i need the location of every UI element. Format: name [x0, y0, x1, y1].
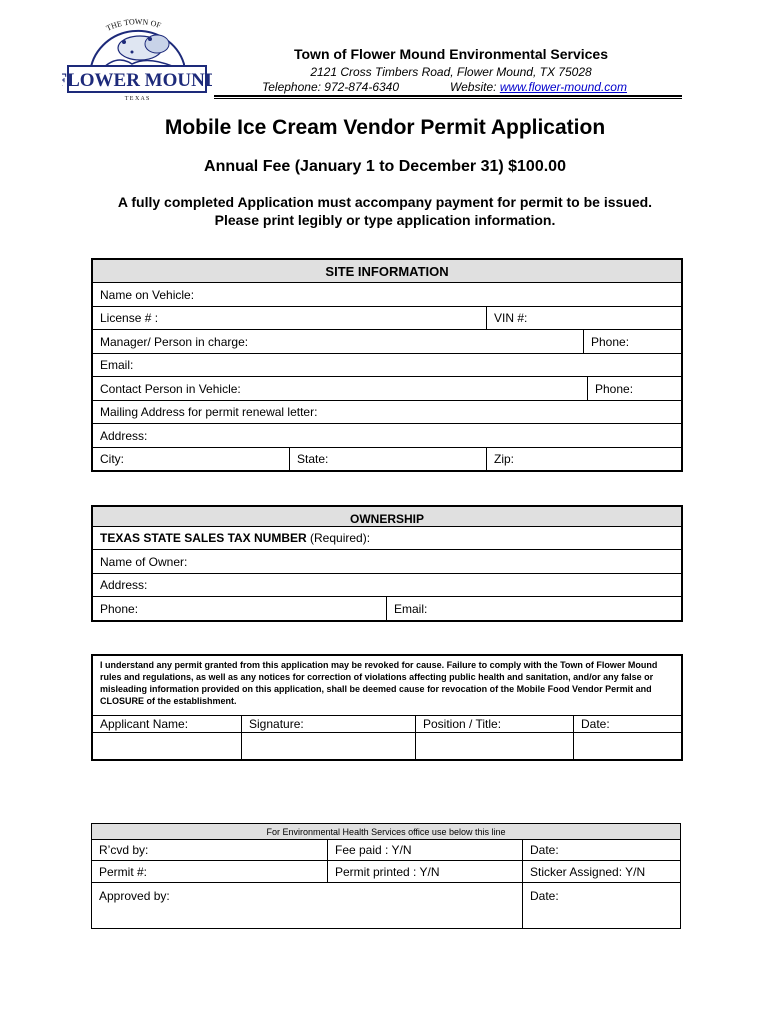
site-address-field[interactable]: Address:: [93, 424, 682, 448]
office-date-field-1[interactable]: Date:: [523, 840, 681, 861]
sticker-assigned-field[interactable]: Sticker Assigned: Y/N: [523, 861, 681, 883]
instructions: [0, 193, 770, 229]
city-field[interactable]: City:: [93, 448, 290, 471]
organization-telephone: Telephone: 972-874-6340: [262, 80, 400, 94]
permit-number-field[interactable]: Permit #:: [92, 861, 328, 883]
signature-label: Signature:: [242, 716, 416, 733]
town-logo: [62, 14, 212, 102]
tax-number-field[interactable]: [93, 527, 682, 550]
organization-address: 2121 Cross Timbers Road, Flower Mound, TX 75028: [310, 65, 592, 79]
organization-name: Town of Flower Mound Environmental Services: [293, 46, 608, 62]
organization-website: [450, 80, 627, 94]
website-label: Website:: [450, 80, 497, 94]
manager-phone-field[interactable]: Phone:: [584, 330, 682, 354]
instructions-line-2: Please print legibly or type application information.: [214, 212, 556, 228]
declaration-date-label: Date:: [574, 716, 682, 733]
logo-arc-text: THE TOWN OF: [104, 17, 163, 33]
office-date-field-2[interactable]: Date:: [523, 883, 681, 929]
ownership-table: [92, 506, 682, 621]
license-field[interactable]: License # :: [93, 307, 487, 330]
fee-paid-field[interactable]: Fee paid : Y/N: [328, 840, 523, 861]
ownership-heading: OWNERSHIP: [93, 507, 682, 527]
site-information-heading: SITE INFORMATION: [93, 260, 682, 283]
owner-name-field[interactable]: Name of Owner:: [93, 550, 682, 574]
owner-address-field[interactable]: Address:: [93, 574, 682, 597]
tax-number-required: (Required):: [306, 531, 371, 545]
state-field[interactable]: State:: [290, 448, 487, 471]
logo-state-text: T E X A S: [124, 96, 150, 102]
name-on-vehicle-field[interactable]: Name on Vehicle:: [93, 283, 682, 307]
owner-email-field[interactable]: Email:: [387, 597, 682, 621]
zip-field[interactable]: Zip:: [487, 448, 682, 471]
signature-input[interactable]: [242, 733, 416, 760]
office-use-table: [91, 823, 681, 929]
logo-main-text: FLOWER MOUND: [62, 70, 212, 91]
header-rule-thin: [214, 98, 682, 99]
declaration-date-input[interactable]: [574, 733, 682, 760]
declaration-text: I understand any permit granted from this application may be revoked for cause. Failure to comply with the Town of Flower Mound rules and regulations, as well as any notices for correction of violations affecting public health and sanitation, and/or any false or misleading information provided on this application, shall be deemed cause for revocation of the Mobile Food Vendor Permit and CLOSURE of the establishment.: [93, 656, 682, 716]
approved-by-field[interactable]: Approved by:: [92, 883, 523, 929]
applicant-name-input[interactable]: [93, 733, 242, 760]
received-by-field[interactable]: R’cvd by:: [92, 840, 328, 861]
position-title-label: Position / Title:: [416, 716, 574, 733]
contact-person-field[interactable]: Contact Person in Vehicle:: [93, 377, 588, 401]
declaration-table: [92, 655, 682, 760]
tax-number-label: TEXAS STATE SALES TAX NUMBER: [100, 531, 307, 545]
permit-printed-field[interactable]: Permit printed : Y/N: [328, 861, 523, 883]
manager-field[interactable]: Manager/ Person in charge:: [93, 330, 584, 354]
vin-field[interactable]: VIN #:: [487, 307, 682, 330]
annual-fee: Annual Fee (January 1 to December 31) $100.00: [204, 158, 566, 175]
instructions-line-1: A fully completed Application must accompany payment for permit to be issued.: [117, 194, 653, 210]
office-use-heading: For Environmental Health Services office use below this line: [92, 824, 681, 840]
mailing-address-label: Mailing Address for permit renewal letter:: [93, 401, 682, 424]
site-information-table: [92, 259, 682, 471]
contact-phone-field[interactable]: Phone:: [588, 377, 682, 401]
website-link[interactable]: www.flower-mound.com: [499, 80, 627, 94]
email-field[interactable]: Email:: [93, 354, 682, 377]
header-rule: [214, 95, 682, 97]
owner-phone-field[interactable]: Phone:: [93, 597, 387, 621]
position-title-input[interactable]: [416, 733, 574, 760]
page-title: Mobile Ice Cream Vendor Permit Application: [164, 116, 606, 139]
applicant-name-label: Applicant Name:: [93, 716, 242, 733]
